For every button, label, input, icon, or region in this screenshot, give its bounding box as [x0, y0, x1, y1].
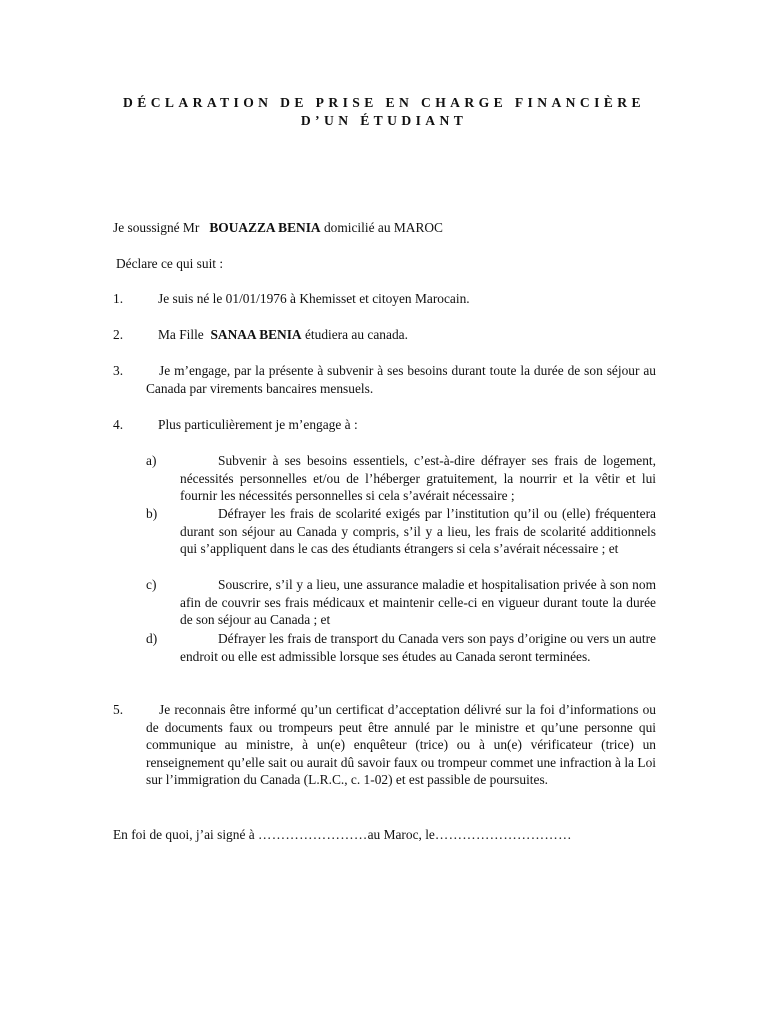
document-title-line-2: D’UN ÉTUDIANT [300, 113, 468, 128]
item-paragraph: Je reconnais être informé qu’un certificat d’acceptation délivré sur la foi d’informations ou de documents faux ou trompeurs peut être annulé par le ministre et qu’une personne qui communique au ministre, à un(e) enquêteur (trice) ou à un(e) vérificateur (trice) un renseignement qu’elle sait ou aurait dû savoir faux ou trompeur commet une infraction à la Loi sur l’immigration du Canada (L.R.C., c. 1-02) et est passible de poursuites. [146, 702, 656, 788]
subitem-paragraph: Souscrire, s’il y a lieu, une assurance maladie et hospitalisation privée à son nom afin de couvrir ses frais médicaux et maintenir celle-ci en vigueur durant toute la durée de son séjour au Canada ; et [180, 577, 656, 628]
subitem-letter: b) [146, 506, 158, 521]
item-number: 2. [113, 327, 124, 342]
student-name: SANAA BENIA [210, 327, 302, 342]
intro-line [113, 219, 443, 237]
item-text: Je suis né le 01/01/1976 à Khemisset et citoyen Marocain. [158, 291, 470, 306]
date-blank: ………………………… [434, 827, 572, 842]
item-number: 5. [113, 702, 124, 717]
item-text: Plus particulièrement je m’engage à : [158, 417, 358, 432]
item-number: 4. [113, 417, 124, 432]
intro-suffix: domicilié au MAROC [323, 220, 443, 235]
subitem-letter: c) [146, 577, 157, 592]
subitem-letter: a) [146, 453, 157, 468]
closing-line [113, 826, 572, 844]
subitem-letter: d) [146, 631, 158, 646]
place-blank: …………………… [258, 827, 368, 842]
intro-prefix: Je soussigné Mr [113, 220, 200, 235]
item-number: 3. [113, 363, 124, 378]
subitem-paragraph: Défrayer les frais de scolarité exigés par l’institution qu’il ou (elle) fréquentera durant son séjour au Canada y compris, s’il y a lieu, les frais de scolarité additionnels qui s’appliquent dans le cas des étudiants étrangers si cela s’avérait nécessaire ; et [180, 506, 656, 557]
subitem-paragraph: Subvenir à ses besoins essentiels, c’est-à-dire défrayer ses frais de logement, nécessités personnelles et/ou de l’héberger gratuitement, la nourrir et la vêtir et lui fournir les nécessités personnelles si cela s’avérait nécessaire ; [180, 453, 656, 504]
item-2-prefix: Ma Fille [158, 327, 204, 342]
document-title-line-1: DÉCLARATION DE PRISE EN CHARGE FINANCIÈRE [123, 95, 645, 110]
closing-middle: au Maroc, le [367, 827, 435, 842]
declare-line: Déclare ce qui suit : [116, 256, 224, 271]
declarant-name: BOUAZZA BENIA [209, 220, 321, 235]
closing-prefix: En foi de quoi, j’ai signé à [113, 827, 255, 842]
item-paragraph: Je m’engage, par la présente à subvenir à ses besoins durant toute la durée de son séjour au Canada par virements bancaires mensuels. [146, 363, 656, 396]
item-text [158, 326, 408, 344]
item-2-suffix: étudiera au canada. [304, 327, 408, 342]
subitem-paragraph: Défrayer les frais de transport du Canada vers son pays d’origine ou vers un autre endroit ou elle est admissible lorsque ses études au Canada seront terminées. [180, 631, 656, 664]
item-number: 1. [113, 291, 124, 306]
